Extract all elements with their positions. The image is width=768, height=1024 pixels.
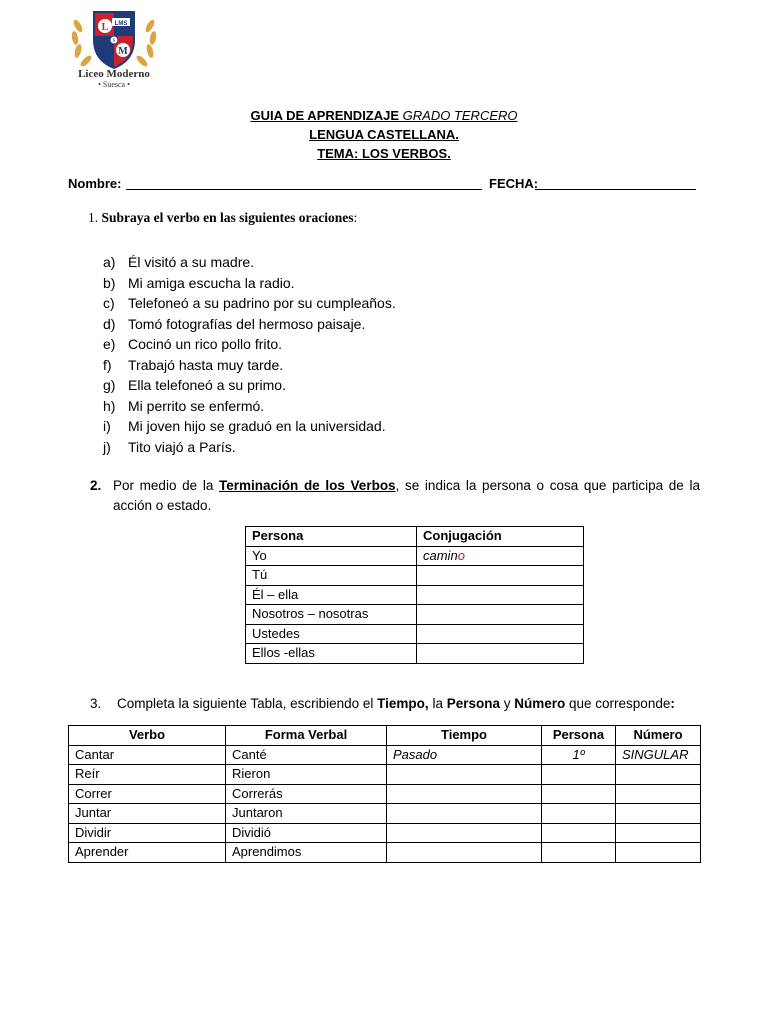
- table-header-row: [69, 726, 701, 746]
- verb-table: [68, 725, 701, 863]
- subject-title: LENGUA CASTELLANA.: [309, 127, 459, 142]
- form-cell: Aprendimos: [226, 843, 387, 863]
- person-cell[interactable]: [542, 784, 616, 804]
- tense-cell[interactable]: [387, 804, 542, 824]
- header-forma-verbal: Forma Verbal: [226, 726, 387, 746]
- table-row: [246, 546, 584, 566]
- table-row: [69, 804, 701, 824]
- person-cell[interactable]: [542, 823, 616, 843]
- name-field[interactable]: [126, 189, 482, 190]
- person-cell[interactable]: [542, 804, 616, 824]
- table-row: [69, 745, 701, 765]
- table-row: [246, 605, 584, 625]
- answer-cell[interactable]: [417, 566, 584, 586]
- form-cell: Canté: [226, 745, 387, 765]
- answer-cell[interactable]: [417, 605, 584, 625]
- persona-cell: Ustedes: [246, 624, 417, 644]
- answer-cell[interactable]: [417, 585, 584, 605]
- table-row: [69, 765, 701, 785]
- name-label: Nombre:: [68, 176, 122, 191]
- table-row: [246, 644, 584, 664]
- topic-title: TEMA: LOS VERBOS.: [317, 146, 451, 161]
- verb-cell: Correr: [69, 784, 226, 804]
- list-item: g) Ella telefoneó a su primo.: [103, 377, 286, 393]
- persona-cell: Ellos -ellas: [246, 644, 417, 664]
- list-item: h) Mi perrito se enfermó.: [103, 397, 265, 414]
- table-row: [246, 566, 584, 586]
- header-tiempo: Tiempo: [387, 726, 542, 746]
- persona-cell: Tú: [246, 566, 417, 586]
- question-2: 2. Por medio de la Terminación de los Verbos, se indica la persona o cosa que participa de la acción o estado.: [90, 478, 700, 513]
- number-cell[interactable]: [616, 843, 701, 863]
- list-item: b) Mi amiga escucha la radio.: [103, 274, 295, 291]
- form-cell: Dividió: [226, 823, 387, 843]
- guide-title: GUIA DE APRENDIZAJE GRADO TERCERO: [250, 108, 518, 123]
- table-row: [69, 784, 701, 804]
- persona-cell: Él – ella: [246, 585, 417, 605]
- header-numero: Número: [616, 726, 701, 746]
- sentence-list: [103, 252, 396, 457]
- number-cell[interactable]: [616, 823, 701, 843]
- list-item: c) Telefoneó a su padrino por su cumpleaños.: [103, 295, 396, 311]
- verb-cell: Dividir: [69, 823, 226, 843]
- list-item: e) Cocinó un rico pollo frito.: [103, 336, 283, 352]
- question-3: 3. Completa la siguiente Tabla, escribiendo el Tiempo, la Persona y Número que corresponde:: [90, 696, 675, 711]
- conjugation-table: [245, 526, 584, 664]
- date-label: FECHA:: [489, 176, 539, 191]
- verb-cell: Cantar: [69, 745, 226, 765]
- number-cell[interactable]: [616, 784, 701, 804]
- date-field[interactable]: [535, 189, 696, 190]
- svg-text:LMS: LMS: [114, 21, 128, 27]
- example-conjugation-cell: camino: [417, 546, 584, 566]
- table-row: [246, 624, 584, 644]
- list-item: i) Mi joven hijo se graduó en la universidad.: [103, 418, 386, 434]
- list-item: f) Trabajó hasta muy tarde.: [103, 356, 284, 373]
- school-city: • Suesca •: [98, 80, 130, 89]
- person-cell[interactable]: [542, 843, 616, 863]
- form-cell: Correrás: [226, 784, 387, 804]
- person-cell: 1º: [542, 745, 616, 765]
- header-persona: Persona: [246, 527, 417, 547]
- tense-cell[interactable]: [387, 765, 542, 785]
- table-header-row: [246, 527, 584, 547]
- verb-cell: Reír: [69, 765, 226, 785]
- svg-text:L: L: [101, 22, 109, 33]
- header-conjugacion: Conjugación: [417, 527, 584, 547]
- header-persona: Persona: [542, 726, 616, 746]
- answer-cell[interactable]: [417, 624, 584, 644]
- list-item: a) Él visitó a su madre.: [103, 254, 255, 270]
- question-1: 1. Subraya el verbo en las siguientes oraciones:: [88, 210, 358, 225]
- number-cell: SINGULAR: [616, 745, 701, 765]
- svg-text:S: S: [112, 39, 116, 44]
- list-item: d) Tomó fotografías del hermoso paisaje.: [103, 315, 366, 332]
- verb-cell: Juntar: [69, 804, 226, 824]
- form-cell: Juntaron: [226, 804, 387, 824]
- svg-text:M: M: [118, 46, 128, 57]
- tense-cell[interactable]: [387, 823, 542, 843]
- persona-cell: Yo: [246, 546, 417, 566]
- persona-cell: Nosotros – nosotras: [246, 605, 417, 625]
- list-item: j) Tito viajó a París.: [103, 438, 236, 455]
- table-row: [69, 823, 701, 843]
- answer-cell[interactable]: [417, 644, 584, 664]
- number-cell[interactable]: [616, 765, 701, 785]
- table-row: [69, 843, 701, 863]
- tense-cell: Pasado: [387, 745, 542, 765]
- tense-cell[interactable]: [387, 843, 542, 863]
- verb-cell: Aprender: [69, 843, 226, 863]
- table-row: [246, 585, 584, 605]
- number-cell[interactable]: [616, 804, 701, 824]
- header-verbo: Verbo: [69, 726, 226, 746]
- person-cell[interactable]: [542, 765, 616, 785]
- tense-cell[interactable]: [387, 784, 542, 804]
- school-name: Liceo Moderno: [78, 68, 150, 80]
- form-cell: Rieron: [226, 765, 387, 785]
